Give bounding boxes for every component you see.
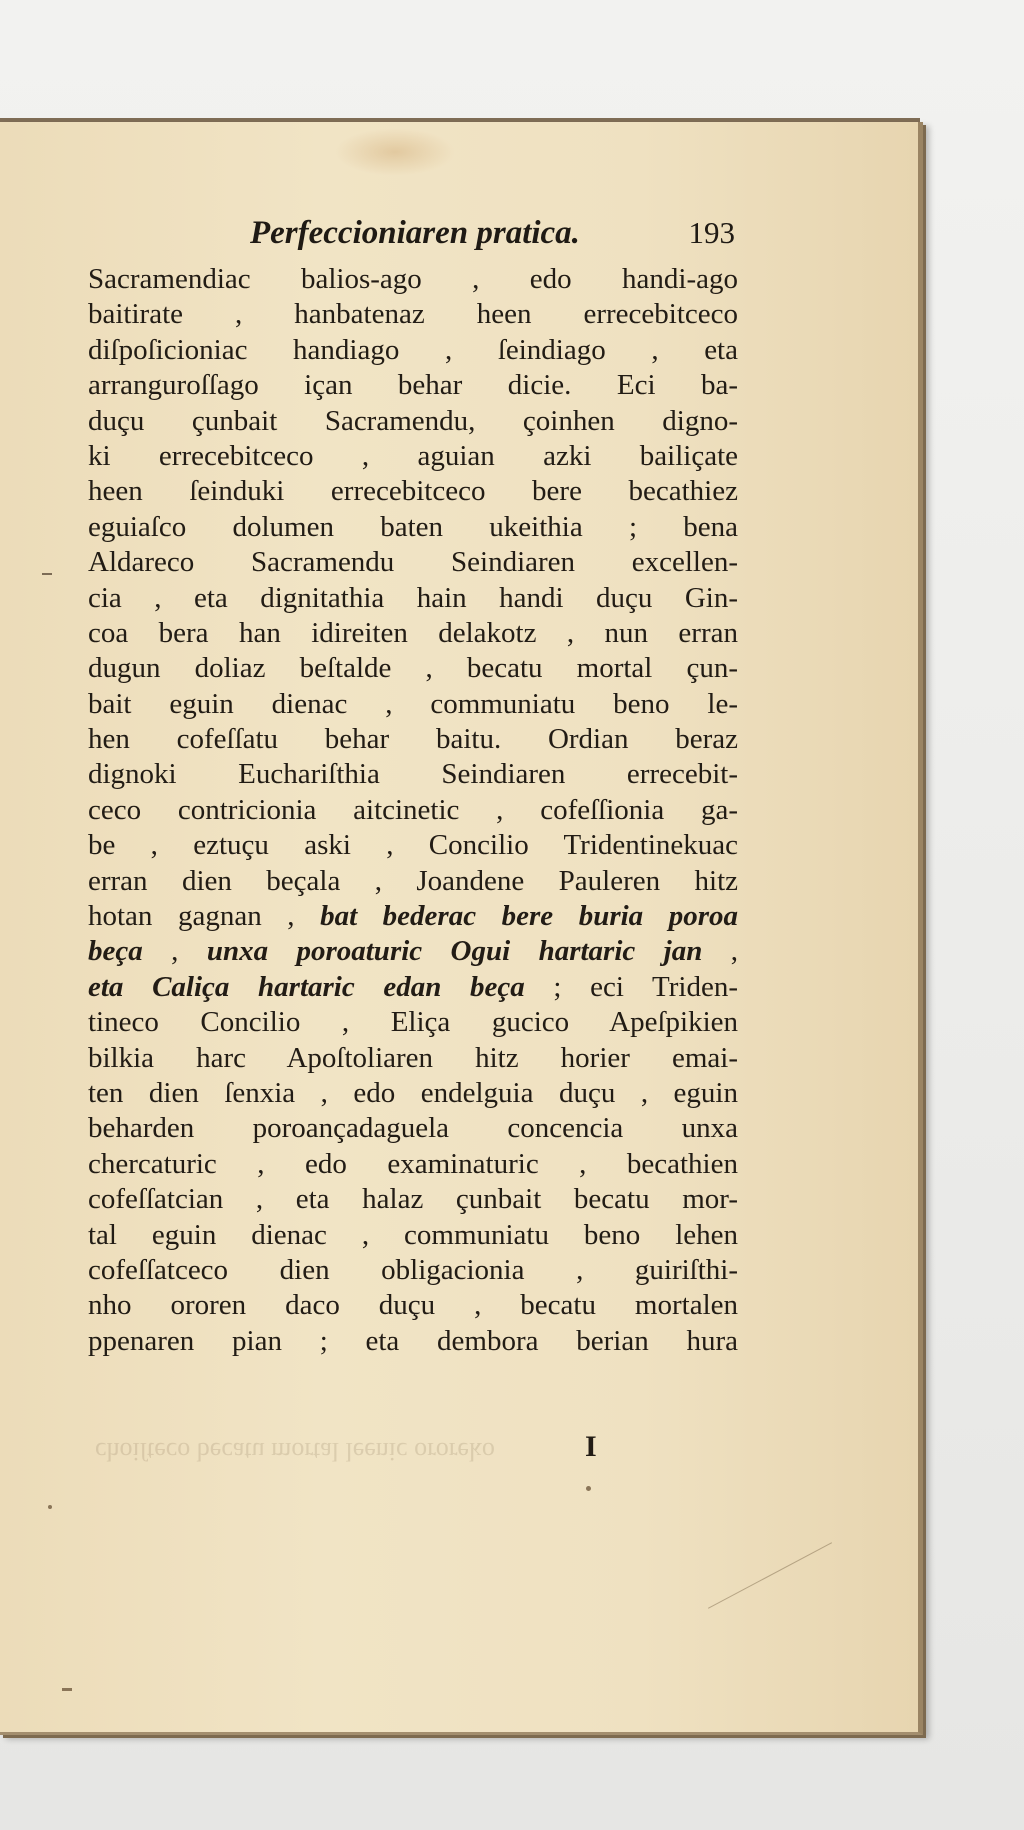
text-line: arranguroſſago içan behar dicie. Eci ba- [88, 369, 738, 402]
text-line: bilkia harc Apoſtoliaren hitz horier emai- [88, 1041, 738, 1074]
text-line: hen cofeſſatu behar baitu. Ordian beraz [88, 723, 738, 756]
paper-stain [335, 128, 455, 176]
text-line: ki errecebitceco , aguian azki bailiçate [88, 439, 738, 472]
text-line: be , eztuçu aski , Concilio Tridentinekuac [88, 829, 738, 862]
text-line: heen ſeinduki errecebitceco bere becathiez [88, 475, 738, 508]
text-line: Sacramendiac balios-ago , edo handi-ago [88, 263, 738, 295]
text-line-italic [88, 970, 738, 1005]
text-line: Aldareco Sacramendu Seindiaren excellen- [88, 546, 738, 579]
text-line-italic [88, 934, 738, 969]
text-roman: , [142, 935, 207, 968]
text-italic: unxa poroaturic Ogui hartaric jan [206, 935, 703, 968]
catchword: I [585, 1430, 597, 1463]
text-line: tineco Concilio , Eliça gucico Apeſpikien [88, 1006, 738, 1039]
page-number: 193 [688, 215, 735, 250]
text-line: ceco contricionia aitcinetic , cofeſſionia ga- [88, 793, 738, 826]
text-line: ten dien ſenxia , edo endelguia duçu , eguin [88, 1076, 738, 1109]
text-line: cia , eta dignitathia hain handi duçu Gin- [88, 581, 738, 614]
text-roman: hotan gagnan , [88, 900, 321, 933]
text-roman: ; eci Triden- [524, 970, 738, 1003]
margin-mark [42, 573, 52, 575]
text-line: ppenaren pian ; eta dembora berian hura [88, 1324, 738, 1357]
margin-speck [586, 1486, 591, 1491]
text-line: duçu çunbait Sacramendu, çoinhen digno- [88, 404, 738, 437]
text-line: diſpoſicioniac handiago , ſeindiago , eta [88, 333, 738, 366]
text-line: cofeſſatcian , eta halaz çunbait becatu mor- [88, 1183, 738, 1216]
text-line: baitirate , hanbatenaz heen errecebitceco [88, 298, 738, 331]
text-line: tal eguin dienac , communiatu beno lehen [88, 1218, 738, 1251]
text-roman: , [702, 935, 739, 968]
text-italic: beça [88, 935, 143, 968]
text-line-italic [88, 899, 738, 934]
page-header [90, 215, 735, 263]
running-title: Perfeccioniaren pratica. [250, 215, 580, 251]
text-line: erran dien beçala , Joandene Pauleren hitz [88, 864, 738, 897]
body-text [88, 262, 738, 1359]
bleed-through-text: choiſteco becatu mortal leenic ororeko [95, 1437, 495, 1466]
text-line: nho ororen daco duçu , becatu mortalen [88, 1289, 738, 1322]
text-italic: bat bederac bere buria poroa [320, 900, 738, 933]
text-line: beharden poroançadaguela concencia unxa [88, 1112, 738, 1145]
text-line: chercaturic , edo examinaturic , becathien [88, 1147, 738, 1180]
text-line: eguiaſco dolumen baten ukeithia ; bena [88, 510, 738, 543]
text-line: cofeſſatceco dien obligacionia , guiriſthi- [88, 1253, 738, 1286]
margin-speck [48, 1505, 52, 1509]
text-italic: eta Caliça hartaric edan beça [88, 970, 525, 1003]
margin-speck [62, 1688, 72, 1691]
text-line: coa bera han idireiten delakotz , nun erran [88, 616, 738, 649]
text-line: dignoki Euchariſthia Seindiaren errecebit- [88, 758, 738, 791]
text-line: bait eguin dienac , communiatu beno le- [88, 687, 738, 720]
text-line: dugun doliaz beſtalde , becatu mortal çun- [88, 652, 738, 685]
